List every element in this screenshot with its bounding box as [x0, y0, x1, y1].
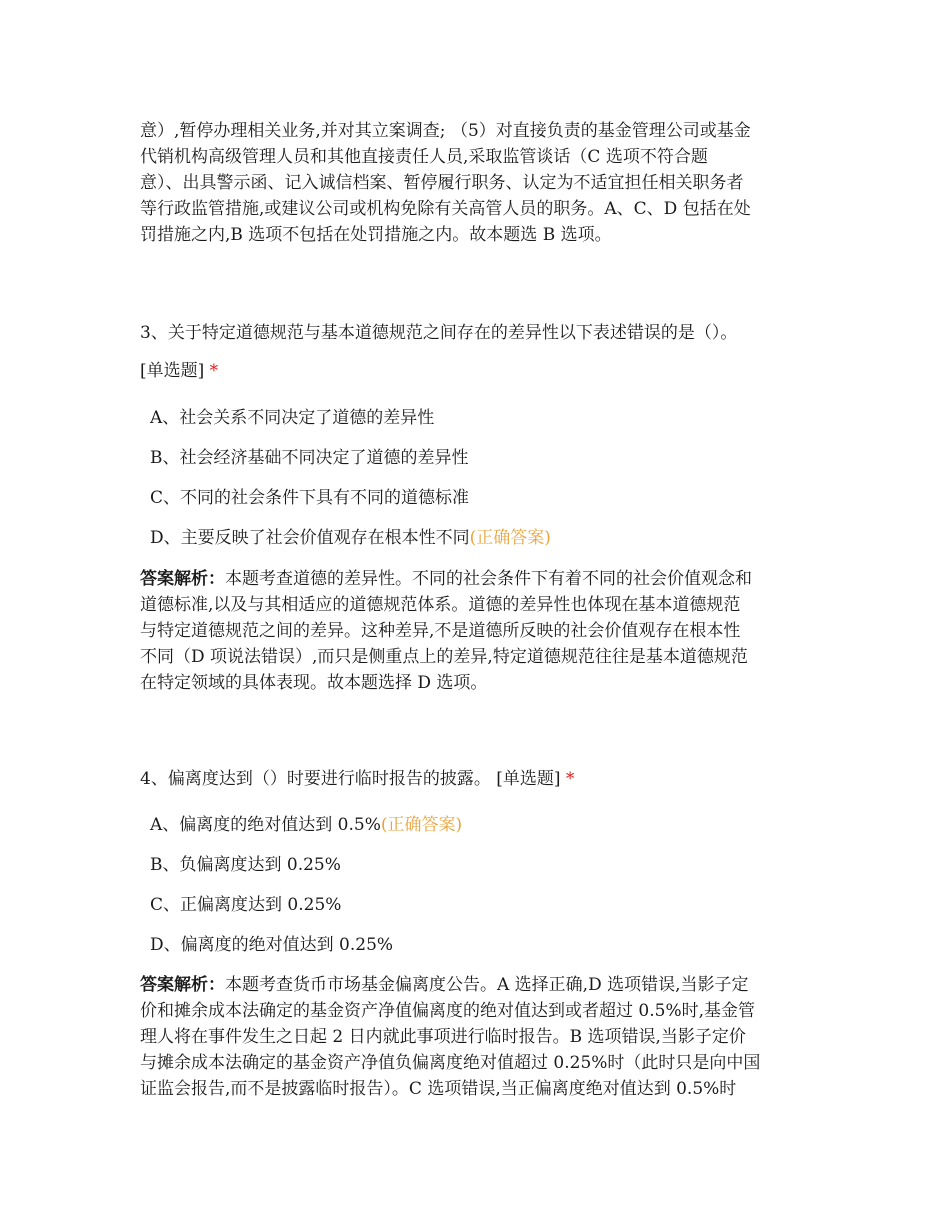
intro-line: 代销机构高级管理人员和其他直接责任人员,采取监管谈话（C 选项不符合题 — [140, 147, 708, 167]
intro-line: 意）、出具警示函、记入诚信档案、暂停履行职务、认定为不适宜担任相关职务者 — [140, 173, 744, 193]
question-4-title-row — [140, 766, 820, 792]
analysis-line: 与特定道德规范之间的差异。这种差异,不是道德所反映的社会价值观存在根本性 — [140, 621, 741, 641]
option-text: C、不同的社会条件下具有不同的道德标准 — [150, 488, 470, 508]
analysis-line: 价和摊余成本法确定的基金资产净值偏离度的绝对值达到或者超过 0.5%时,基金管 — [140, 1001, 755, 1021]
required-mark: * — [209, 361, 219, 381]
option-text: A、偏离度的绝对值达到 0.5% — [150, 815, 381, 835]
analysis-line: 在特定领域的具体表现。故本题选择 D 选项。 — [140, 673, 488, 693]
analysis-line: 与摊余成本法确定的基金资产净值负偏离度绝对值超过 0.25%时（此时只是向中国 — [140, 1053, 761, 1073]
analysis-line: 道德标准,以及与其相适应的道德规范体系。道德的差异性也体现在基本道德规范 — [140, 595, 741, 615]
option-text: D、偏离度的绝对值达到 0.25% — [150, 935, 394, 955]
correct-answer-label: (正确答案) — [469, 528, 551, 548]
question-3-option-c[interactable] — [150, 485, 469, 511]
intro-line: 等行政监管措施,或建议公司或机构免除有关高管人员的职务。A、C、D 包括在处 — [140, 199, 751, 219]
question-3-title: 3、关于特定道德规范与基本道德规范之间存在的差异性以下表述错误的是（）。 — [140, 323, 738, 343]
question-type-label: [单选题] — [496, 769, 561, 789]
option-text: A、社会关系不同决定了道德的差异性 — [150, 408, 435, 428]
intro-paragraph — [140, 118, 820, 248]
analysis-line — [140, 972, 820, 998]
option-text: C、正偏离度达到 0.25% — [150, 895, 342, 915]
analysis-line: 证监会报告,而不是披露临时报告）。C 选项错误,当正偏离度绝对值达到 0.5%时 — [140, 1079, 737, 1099]
question-4-option-d[interactable] — [150, 932, 393, 958]
question-3-option-a[interactable] — [150, 405, 434, 431]
question-3-analysis — [140, 566, 820, 696]
intro-line: 意）,暂停办理相关业务,并对其立案调查; （5）对直接负责的基金管理公司或基金 — [140, 121, 751, 141]
question-4-option-b[interactable] — [150, 852, 341, 878]
analysis-line: 理人将在事件发生之日起 2 日内就此事项进行临时报告。B 选项错误,当影子定价 — [140, 1027, 746, 1047]
question-3-option-b[interactable] — [150, 445, 469, 471]
option-text: B、社会经济基础不同决定了道德的差异性 — [150, 448, 469, 468]
question-4-analysis — [140, 972, 820, 1102]
intro-line: 罚措施之内,B 选项不包括在处罚措施之内。故本题选 B 选项。 — [140, 225, 612, 245]
required-mark: * — [565, 769, 575, 789]
question-4-option-a[interactable] — [150, 812, 462, 838]
analysis-label: 答案解析： — [140, 975, 225, 995]
option-text: B、负偏离度达到 0.25% — [150, 855, 341, 875]
question-4-option-c[interactable] — [150, 892, 341, 918]
option-text: D、主要反映了社会价值观存在根本性不同 — [150, 528, 470, 548]
analysis-line — [140, 566, 820, 592]
analysis-label: 答案解析： — [140, 569, 225, 589]
question-4-title: 4、偏离度达到（）时要进行临时报告的披露。 — [140, 769, 491, 789]
correct-answer-label: (正确答案) — [380, 815, 463, 835]
question-type-label: [单选题] — [140, 361, 205, 381]
analysis-text: 本题考查货币市场基金偏离度公告。A 选择正确,D 选项错误,当影子定 — [225, 975, 749, 995]
analysis-text: 本题考查道德的差异性。不同的社会条件下有着不同的社会价值观念和 — [225, 569, 752, 589]
analysis-line: 不同（D 项说法错误）,而只是侧重点上的差异,特定道德规范往往是基本道德规范 — [140, 647, 748, 667]
question-3-option-d[interactable] — [150, 525, 551, 551]
question-3-type — [140, 358, 218, 384]
